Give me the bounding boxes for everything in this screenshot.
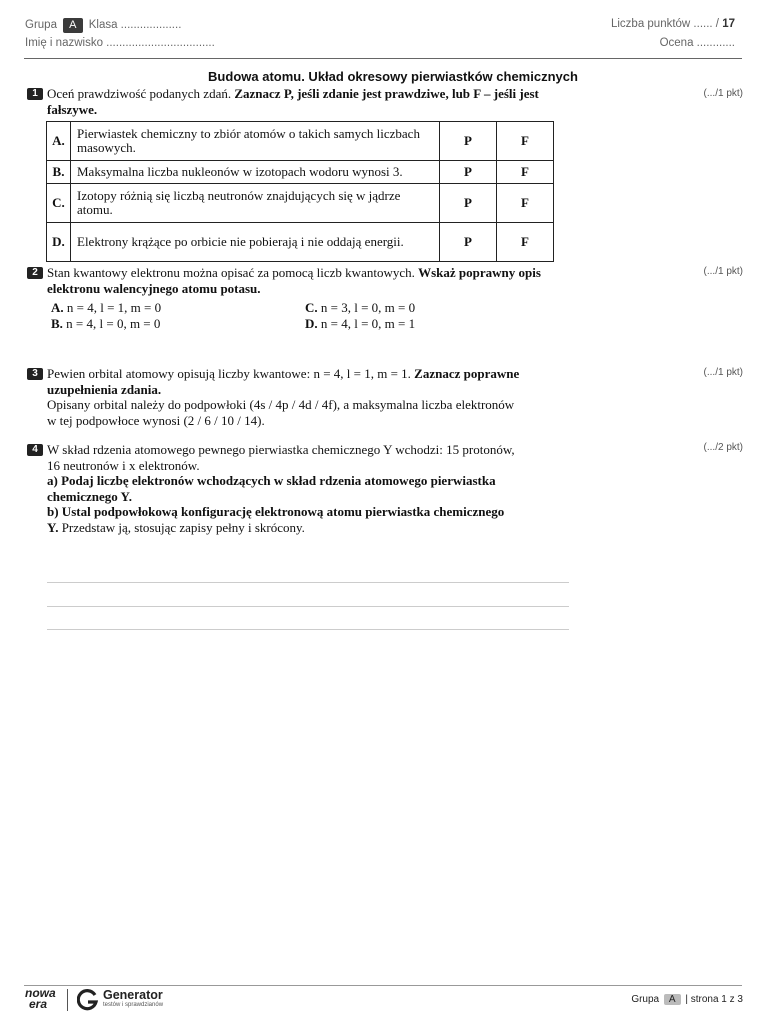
row-statement: Pierwiastek chemiczny to zbiór atomów o takich samych liczbach masowych. [71, 122, 440, 161]
task-4-part-a-line-1: a) Podaj liczbę elektronów wchodzących w skład rdzenia atomowego pierwiastka [47, 473, 496, 488]
logo-word-1: nowa [25, 986, 56, 1000]
row-letter: A. [47, 122, 71, 161]
group-label: Grupa [25, 19, 57, 31]
task-points-2: (.../1 pkt) [703, 266, 743, 277]
logo-word-2: era [29, 997, 48, 1011]
row-statement: Izotopy różnią się liczbą neutronów znajdujących się w jądrze atomu. [71, 184, 440, 223]
generator-title: Generator [103, 988, 163, 1002]
row-letter: D. [47, 223, 71, 262]
class-field: Klasa ................... [88, 19, 182, 31]
points-label: Liczba punktów ...... / [610, 18, 719, 30]
task-2-prompt [47, 265, 577, 296]
false-option[interactable]: F [497, 161, 554, 184]
row-statement: Elektrony krążące po orbicie nie pobierają i nie oddają energii. [71, 223, 440, 262]
answer-option-a[interactable] [51, 300, 161, 316]
generator-g-icon [77, 989, 99, 1011]
task-1-instruction: Zaznacz P, jeśli zdanie jest prawdziwe, lub F – jeśli jest fałszywe. [47, 86, 539, 117]
group-field [25, 18, 181, 33]
task-points-4: (.../2 pkt) [703, 442, 743, 453]
option-letter: A. [51, 300, 64, 315]
option-text: n = 4, l = 1, m = 0 [66, 300, 162, 315]
table-row [47, 122, 554, 161]
footer-group-badge: A [664, 994, 681, 1005]
answer-option-d[interactable] [305, 316, 415, 332]
row-letter: B. [47, 161, 71, 184]
true-false-table [46, 121, 554, 262]
false-option[interactable]: F [497, 223, 554, 262]
task-3-instruction: Zaznacz poprawne uzupełnienia zdania. [47, 366, 520, 397]
option-letter: B. [51, 316, 63, 331]
task-number-4: 4 [27, 444, 43, 456]
footer-group-label: Grupa [631, 994, 660, 1005]
task-number-2: 2 [27, 267, 43, 279]
false-option[interactable]: F [497, 122, 554, 161]
option-text: n = 3, l = 0, m = 0 [320, 300, 416, 315]
answer-option-c[interactable] [305, 300, 415, 316]
sentence-line-1: Opisany orbital należy do podpowłoki (4s / 4p / 4d / 4f), a maksymalna liczba elektronów [47, 397, 515, 412]
option-letter: C. [305, 300, 318, 315]
row-letter: C. [47, 184, 71, 223]
group-badge: A [63, 18, 82, 33]
task-4-part-b-rest: Przedstaw ją, stosując zapisy pełny i skrócony. [61, 519, 305, 535]
answer-option-b[interactable] [51, 316, 160, 332]
points-field [611, 18, 735, 30]
task-2-intro: Stan kwantowy elektronu można opisać za pomocą liczb kwantowych. [47, 265, 415, 280]
option-text: n = 4, l = 0, m = 1 [320, 316, 416, 331]
task-4-part-b-line-2 [47, 520, 587, 536]
footer-page-info [631, 994, 743, 1005]
task-number-1: 1 [27, 88, 43, 100]
true-option[interactable]: P [440, 122, 497, 161]
generator-text [103, 989, 163, 1009]
footer-logo-separator [67, 989, 68, 1011]
footer-divider [24, 985, 742, 986]
table-row [47, 184, 554, 223]
table-row [47, 223, 554, 262]
name-field: Imię i nazwisko .................................. [25, 37, 215, 49]
answer-line[interactable] [47, 582, 569, 583]
task-1-prompt [47, 86, 547, 117]
task-number-3: 3 [27, 368, 43, 380]
task-2-instruction: Wskaż poprawny opis elektronu walencyjnego atomu potasu. [47, 265, 541, 296]
table-row [47, 161, 554, 184]
row-statement: Maksymalna liczba nukleonów w izotopach wodoru wynosi 3. [71, 161, 440, 184]
page-number: | strona 1 z 3 [685, 994, 743, 1005]
nowa-era-logo [25, 988, 59, 1010]
task-points-1: (.../1 pkt) [703, 88, 743, 99]
generator-logo [77, 989, 99, 1016]
task-4-part-b-line-1: b) Ustal podpowłokową konfigurację elektronową atomu pierwiastka chemicznego [47, 504, 505, 519]
generator-subtitle: testów i sprawdzianów [103, 1002, 164, 1008]
task-4-part-b-bold: Y. [47, 519, 59, 535]
grade-field: Ocena ............ [659, 37, 735, 49]
task-4-intro-line-2: 16 neutronów i x elektronów. [47, 457, 200, 473]
true-option[interactable]: P [440, 184, 497, 223]
task-1-intro: Oceń prawdziwość podanych zdań. [47, 86, 232, 101]
answer-line[interactable] [47, 629, 569, 630]
task-4-intro-line-1: W skład rdzenia atomowego pewnego pierwiastka chemicznego Y wchodzi: 15 protonów, [47, 442, 515, 457]
task-3-prompt [47, 366, 547, 397]
task-3-sentence[interactable] [47, 397, 587, 428]
task-4-part-a-line-2: chemicznego Y. [47, 488, 132, 504]
points-total: 17 [722, 18, 735, 30]
task-points-3: (.../1 pkt) [703, 367, 743, 378]
false-option[interactable]: F [497, 184, 554, 223]
option-letter: D. [305, 316, 318, 331]
true-option[interactable]: P [440, 223, 497, 262]
header-divider [24, 58, 742, 59]
sentence-line-2: w tej podpowłoce wynosi (2 / 6 / 10 / 14). [47, 412, 265, 428]
answer-line[interactable] [47, 606, 569, 607]
page-title: Budowa atomu. Układ okresowy pierwiastków chemicznych [208, 69, 578, 84]
task-4-prompt [47, 442, 587, 535]
task-3-intro: Pewien orbital atomowy opisują liczby kwantowe: n = 4, l = 1, m = 1. [47, 366, 411, 381]
option-text: n = 4, l = 0, m = 0 [66, 316, 161, 331]
true-option[interactable]: P [440, 161, 497, 184]
